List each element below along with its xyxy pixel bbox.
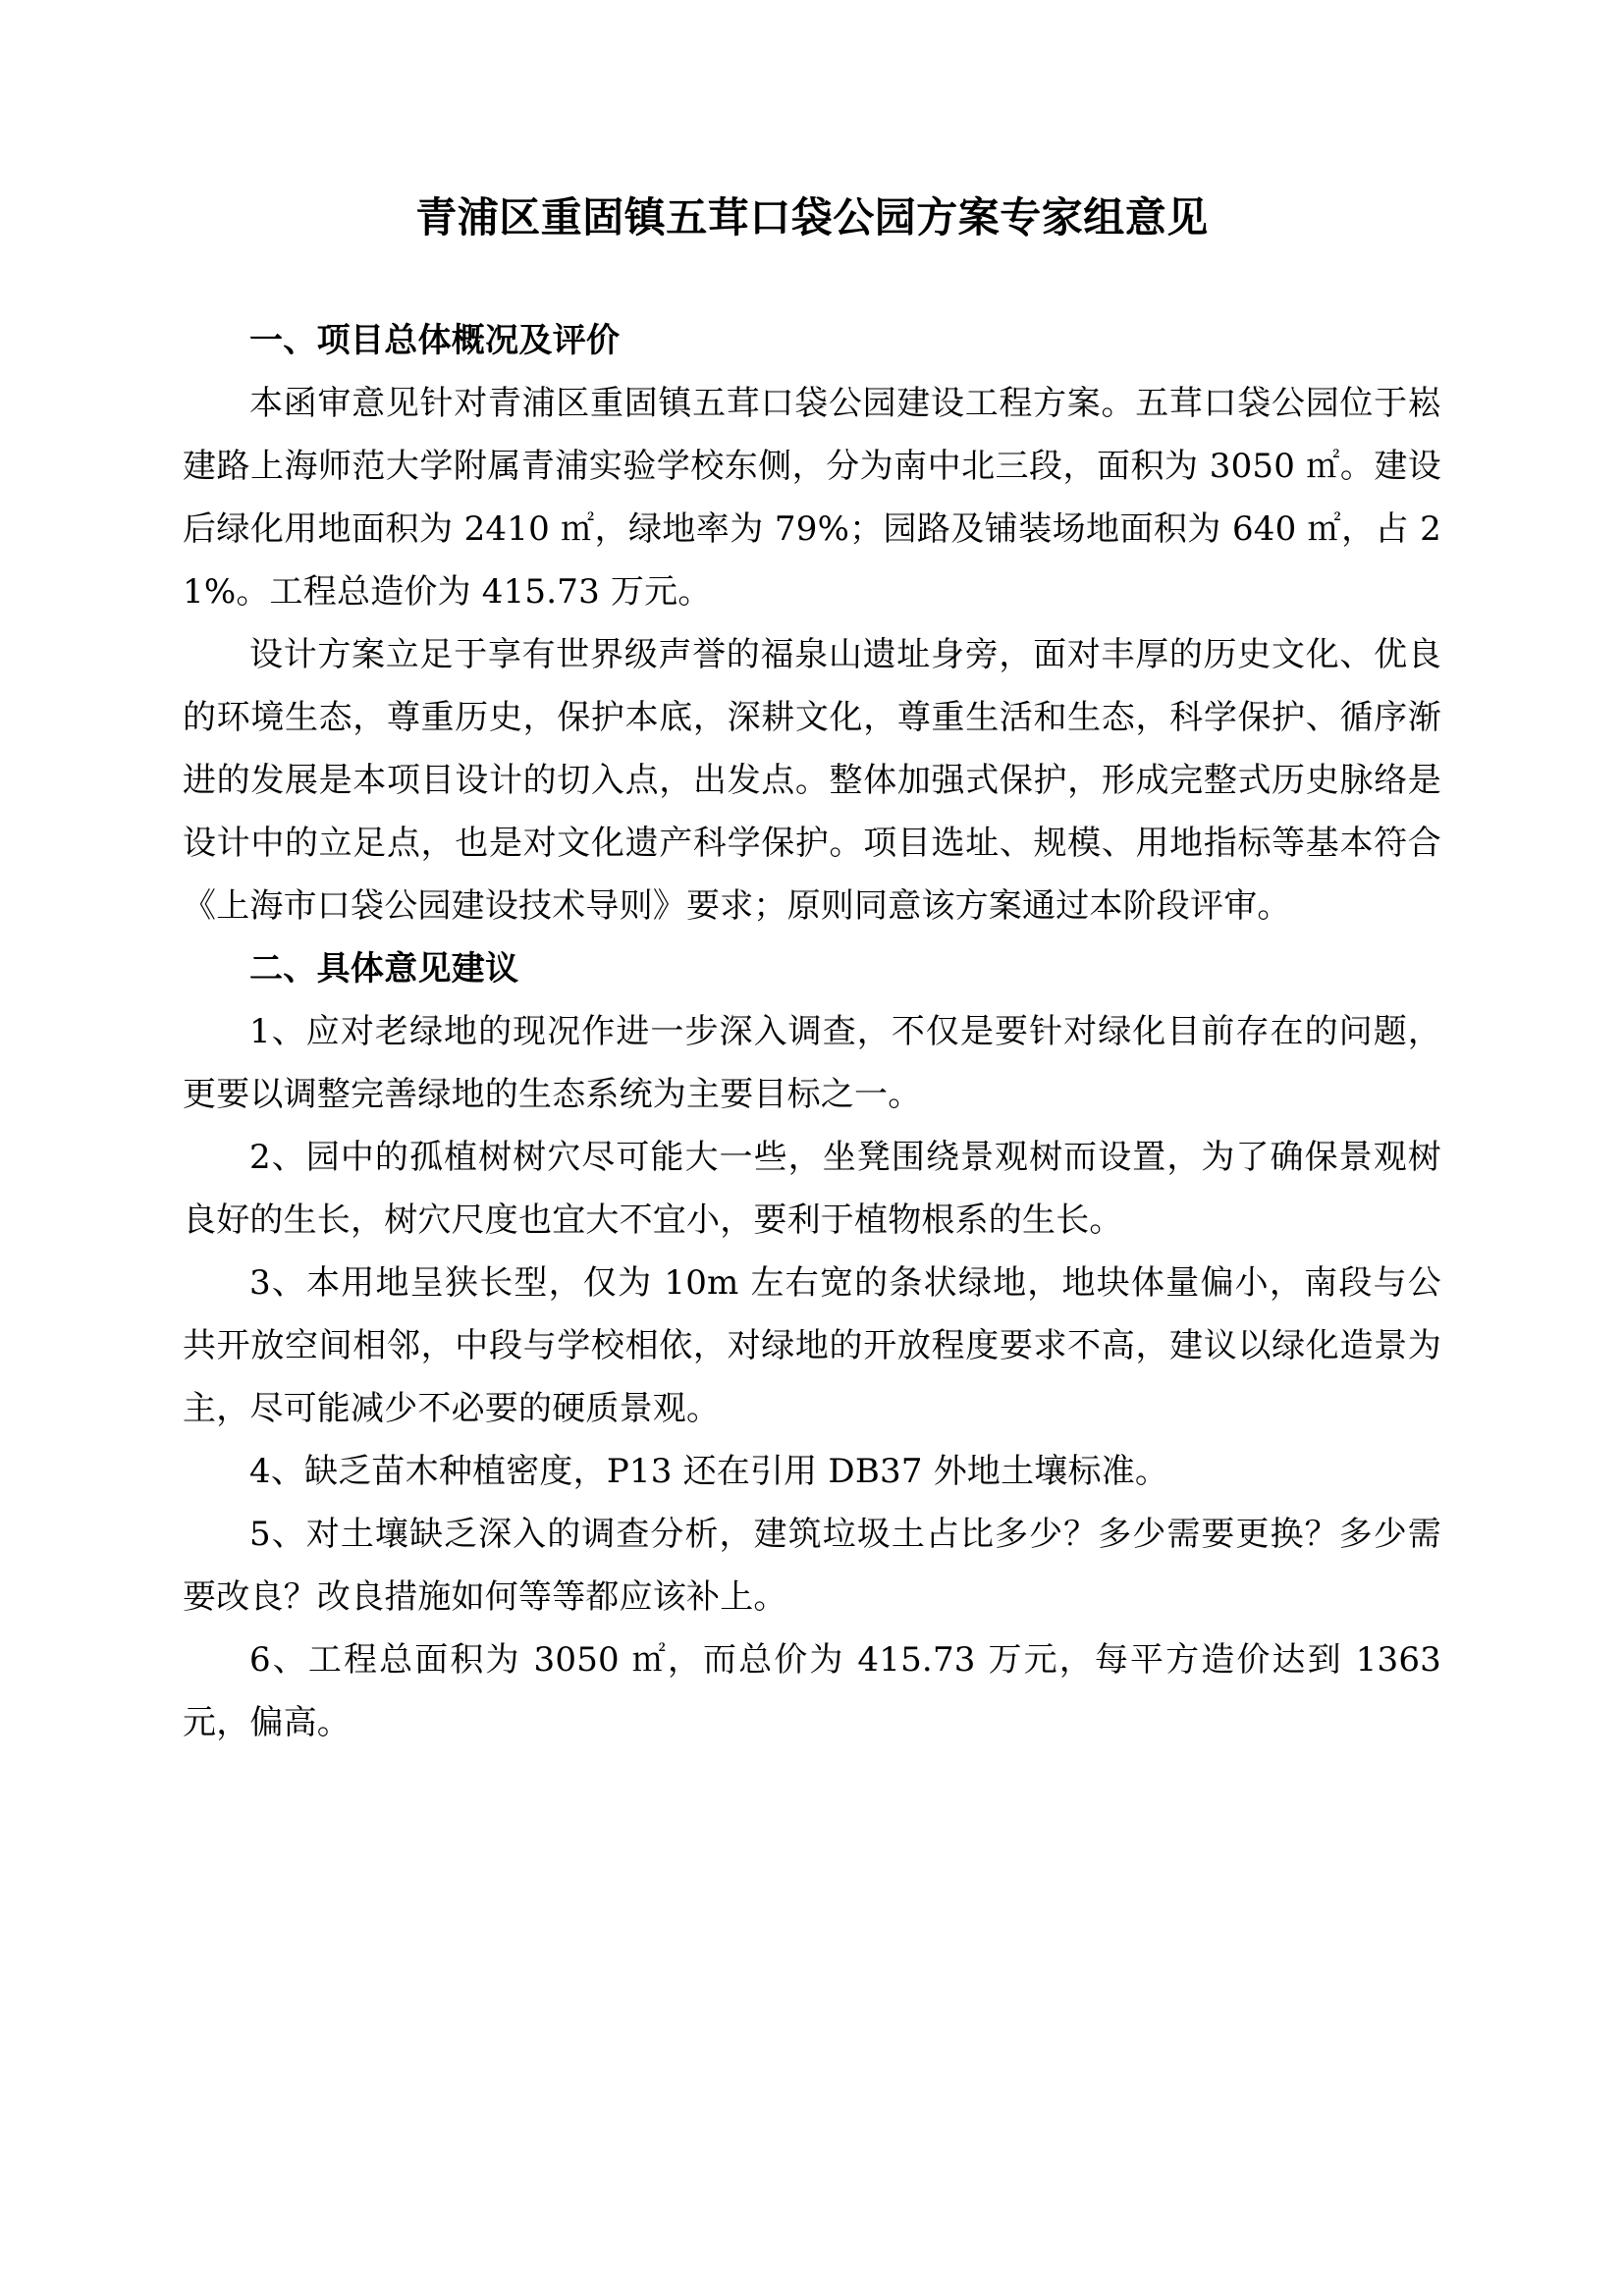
title-spacer	[183, 244, 1441, 309]
section-one-paragraph-1: 本函审意见针对青浦区重固镇五茸口袋公园建设工程方案。五茸口袋公园位于崧建路上海师范大学附属青浦实验学校东侧，分为南中北三段，面积为 3050 ㎡。建设后绿化用地面积为 2410 ㎡，绿地率为 79%；园路及铺装场地面积为 640 ㎡，占 21%。工程总造价为 415.73 万元。	[183, 383, 1441, 612]
section-heading-one: 一、项目总体概况及评价	[249, 320, 621, 360]
suggestion-item-5: 5、对土壤缺乏深入的调查分析，建筑垃圾土占比多少？多少需要更换？多少需要改良？改良措施如何等等都应该补上。	[183, 1514, 1441, 1617]
suggestion-item-2: 2、园中的孤植树树穴尽可能大一些，坐凳围绕景观树而设置，为了确保景观树良好的生长，树穴尺度也宜大不宜小，要利于植物根系的生长。	[183, 1137, 1441, 1240]
page-title: 青浦区重固镇五茸口袋公园方案专家组意见	[415, 193, 1209, 241]
page-content-area	[183, 0, 1441, 2296]
section-heading-two: 二、具体意见建议	[249, 948, 519, 988]
suggestion-item-3: 3、本用地呈狭长型，仅为 10m 左右宽的条状绿地，地块体量偏小，南段与公共开放空间相邻，中段与学校相依，对绿地的开放程度要求不高，建议以绿化造景为主，尽可能减少不必要的硬质景观。	[183, 1262, 1441, 1428]
suggestion-item-1: 1、应对老绿地的现况作进一步深入调查，不仅是要针对绿化目前存在的问题，更要以调整完善绿地的生态系统为主要目标之一。	[183, 1011, 1441, 1114]
section-one-paragraph-2: 设计方案立足于享有世界级声誉的福泉山遗址身旁，面对丰厚的历史文化、优良的环境生态，尊重历史，保护本底，深耕文化，尊重生活和生态，科学保护、循序渐进的发展是本项目设计的切入点，出发点。整体加强式保护，形成完整式历史脉络是设计中的立足点，也是对文化遗产科学保护。项目选址、规模、用地指标等基本符合《上海市口袋公园建设技术导则》要求；原则同意该方案通过本阶段评审。	[183, 634, 1441, 926]
suggestion-item-4: 4、缺乏苗木种植密度，P13 还在引用 DB37 外地土壤标准。	[249, 1451, 1169, 1491]
suggestion-item-6: 6、工程总面积为 3050 ㎡，而总价为 415.73 万元，每平方造价达到 1363 元，偏高。	[183, 1639, 1441, 1742]
